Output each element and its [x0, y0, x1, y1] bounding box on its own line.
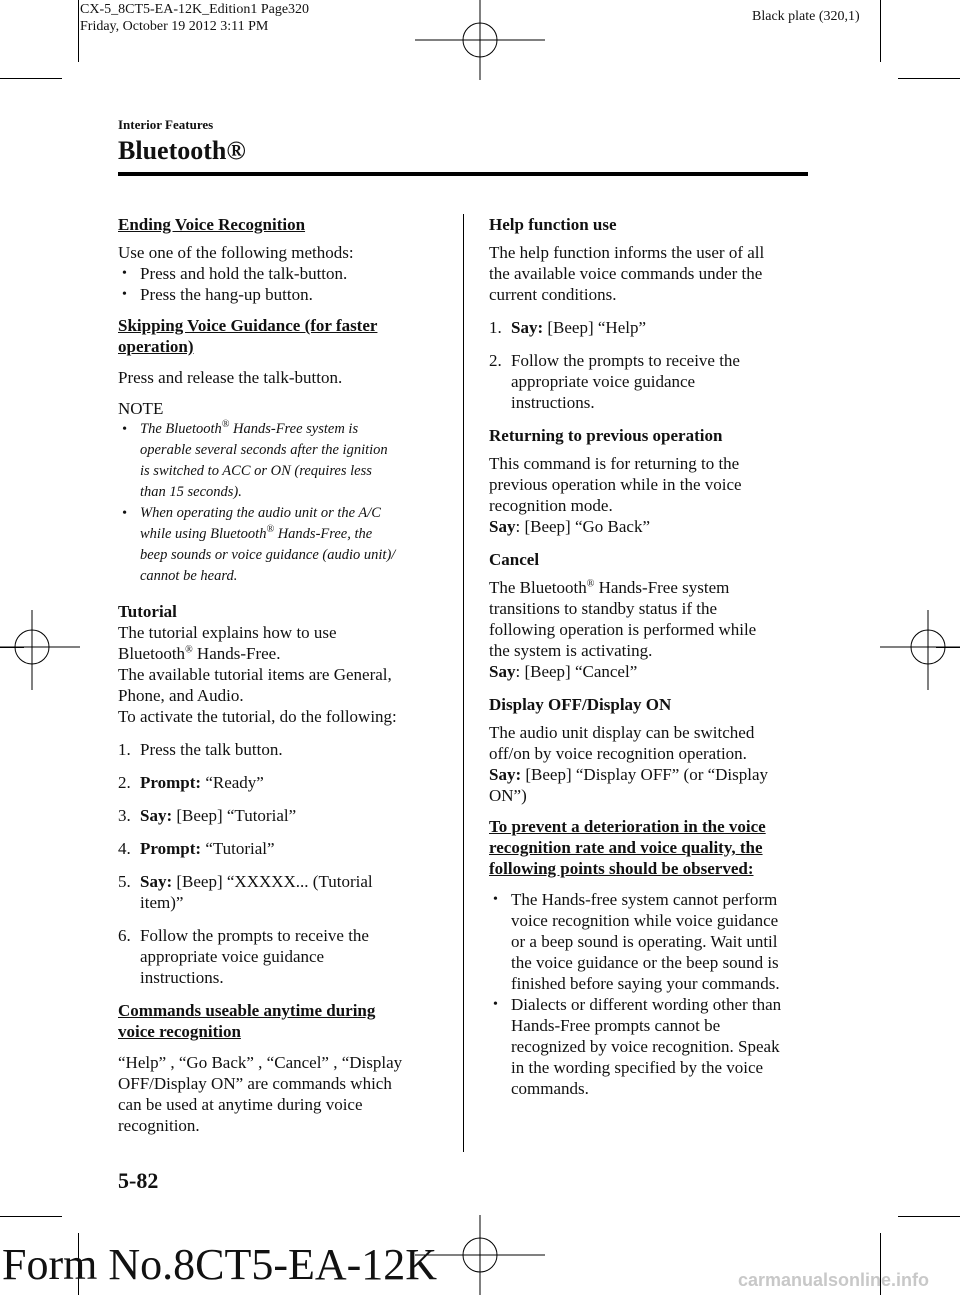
- page-number: 5-82: [118, 1168, 159, 1193]
- help-text: The help function informs the user of all: [489, 243, 765, 262]
- crop-mark: [880, 0, 881, 62]
- note-item-line: is switched to ACC or ON (requires less: [140, 463, 372, 479]
- tutorial-text: Bluetooth® Hands-Free.: [118, 644, 281, 663]
- tutorial-text: Phone, and Audio.: [118, 686, 244, 705]
- commands-text: “Help” , “Go Back” , “Cancel” , “Display: [118, 1053, 403, 1072]
- return-text: recognition mode.: [489, 496, 613, 515]
- commands-heading-cont: voice recognition: [118, 1022, 241, 1041]
- ending-method-item: • Press the hang-up button.: [118, 284, 448, 305]
- ending-method-item: • Press and hold the talk-button.: [118, 263, 448, 284]
- column-divider: [463, 214, 464, 1152]
- return-text: previous operation while in the voice: [489, 475, 742, 494]
- help-step: 1. Say: [Beep] “Help”: [489, 318, 647, 337]
- help-heading: Help function use: [489, 215, 617, 234]
- tutorial-step: 3. Say: [Beep] “Tutorial”: [118, 806, 297, 825]
- tutorial-step-cont: instructions.: [140, 968, 224, 987]
- tutorial-step: 5. Say: [Beep] “XXXXX... (Tutorial: [118, 872, 373, 891]
- note-label: NOTE: [118, 399, 164, 418]
- help-text: the available voice commands under the: [489, 264, 763, 283]
- cancel-say: Say: [Beep] “Cancel”: [489, 662, 638, 681]
- return-text: This command is for returning to the: [489, 454, 740, 473]
- crop-mark: [0, 78, 62, 79]
- registration-target-icon: [415, 0, 545, 80]
- prevent-bullet-line: or a beep sound is operating. Wait until: [511, 932, 778, 951]
- crop-mark: [78, 0, 79, 62]
- section-category: Interior Features: [118, 117, 214, 132]
- help-step-cont: appropriate voice guidance: [511, 372, 696, 391]
- help-step-cont: instructions.: [511, 393, 595, 412]
- tutorial-text: The tutorial explains how to use: [118, 623, 337, 642]
- display-heading: Display OFF/Display ON: [489, 695, 672, 714]
- commands-text: can be used at anytime during voice: [118, 1095, 363, 1114]
- tutorial-step-cont: appropriate voice guidance: [140, 947, 325, 966]
- right-column: [489, 214, 814, 1099]
- help-text: current conditions.: [489, 285, 617, 304]
- commands-text: recognition.: [118, 1116, 200, 1135]
- display-text: The audio unit display can be switched: [489, 723, 755, 742]
- return-say: Say: [Beep] “Go Back”: [489, 517, 650, 536]
- display-say: Say: [Beep] “Display OFF” (or “Display: [489, 765, 769, 784]
- prevent-bullet-line: the voice guidance or the beep sound is: [511, 953, 779, 972]
- plate-label: Black plate (320,1): [752, 9, 860, 24]
- commands-text: OFF/Display ON” are commands which: [118, 1074, 392, 1093]
- left-column: [118, 214, 448, 1136]
- skipping-heading: Skipping Voice Guidance (for faster: [118, 316, 378, 335]
- return-heading: Returning to previous operation: [489, 426, 723, 445]
- prevent-bullet-line: commands.: [511, 1079, 589, 1098]
- note-list: [118, 419, 448, 587]
- display-text: ON”): [489, 786, 527, 805]
- skipping-text: Press and release the talk-button.: [118, 368, 343, 387]
- cancel-text: the system is activating.: [489, 641, 653, 660]
- cancel-heading: Cancel: [489, 550, 540, 569]
- note-item: • When operating the audio unit or the A/C: [118, 503, 448, 524]
- registration-target-icon: [0, 610, 80, 690]
- tutorial-step: 6. Follow the prompts to receive the: [118, 926, 369, 945]
- note-item-line: than 15 seconds).: [140, 484, 242, 500]
- crop-mark: [0, 1216, 62, 1217]
- prevent-bullet: • The Hands-free system cannot perform: [489, 889, 814, 910]
- watermark: carmanualsonline.info: [738, 1270, 930, 1290]
- tutorial-step-cont: item)”: [140, 893, 184, 912]
- note-item-line: cannot be heard.: [140, 568, 238, 584]
- prevent-bullet-line: recognized by voice recognition. Speak: [511, 1037, 780, 1056]
- prevent-bullet-line: in the wording specified by the voice: [511, 1058, 764, 1077]
- tutorial-step: 2. Prompt: “Ready”: [118, 773, 264, 792]
- prevent-heading-cont: following points should be observed:: [489, 859, 754, 878]
- section-rule: [118, 172, 808, 176]
- prevent-bullet-line: Hands-Free prompts cannot be: [511, 1016, 721, 1035]
- form-number: Form No.8CT5-EA-12K: [2, 1240, 438, 1289]
- tutorial-text: The available tutorial items are General,: [118, 665, 392, 684]
- print-date-line: Friday, October 19 2012 3:11 PM: [80, 19, 269, 34]
- section-title: Bluetooth®: [118, 136, 246, 165]
- note-item: • The Bluetooth® Hands-Free system is: [118, 419, 448, 440]
- cancel-text: The Bluetooth® Hands-Free system: [489, 578, 730, 597]
- commands-heading: Commands useable anytime during: [118, 1001, 376, 1020]
- cancel-text: following operation is performed while: [489, 620, 757, 639]
- cancel-text: transitions to standby status if the: [489, 599, 718, 618]
- display-text: off/on by voice recognition operation.: [489, 744, 747, 763]
- tutorial-step: 4. Prompt: “Tutorial”: [118, 839, 275, 858]
- note-item-line: beep sounds or voice guidance (audio unit)/: [140, 547, 396, 563]
- ending-intro: Use one of the following methods:: [118, 243, 354, 262]
- print-file-line: CX-5_8CT5-EA-12K_Edition1 Page320: [80, 2, 310, 17]
- prevent-bullet: • Dialects or different wording other than: [489, 994, 814, 1015]
- note-item-line: operable several seconds after the ignition: [140, 442, 388, 458]
- prevent-heading-cont: recognition rate and voice quality, the: [489, 838, 763, 857]
- skipping-heading-cont: operation): [118, 337, 194, 356]
- ending-voice-heading: Ending Voice Recognition: [118, 215, 306, 234]
- crop-mark: [898, 78, 960, 79]
- tutorial-text: To activate the tutorial, do the following:: [118, 707, 397, 726]
- prevent-heading: To prevent a deterioration in the voice: [489, 817, 766, 836]
- prevent-bullet-line: voice recognition while voice guidance: [511, 911, 779, 930]
- crop-mark: [898, 1216, 960, 1217]
- note-item-line: while using Bluetooth® Hands-Free, the: [140, 524, 373, 542]
- prevent-bullet-line: finished before saying your commands.: [511, 974, 780, 993]
- registration-target-icon: [880, 610, 960, 690]
- tutorial-heading: Tutorial: [118, 602, 177, 621]
- tutorial-step: 1. Press the talk button.: [118, 740, 283, 759]
- help-step: 2. Follow the prompts to receive the: [489, 351, 740, 370]
